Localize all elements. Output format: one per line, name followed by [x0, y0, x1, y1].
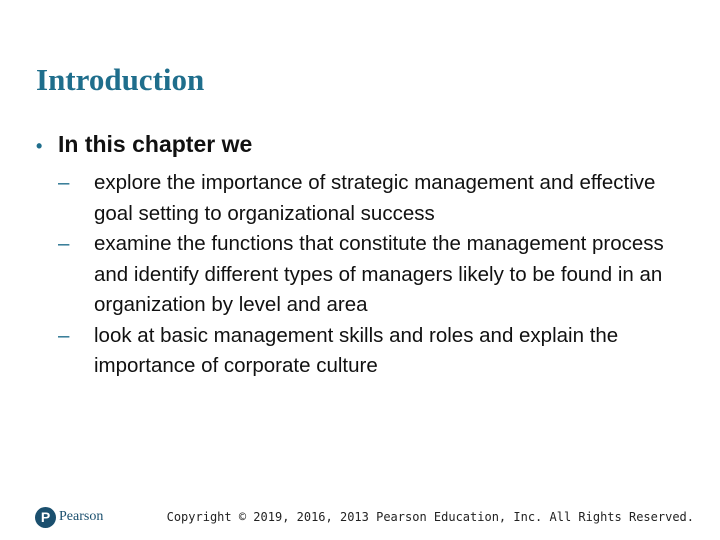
sub-bullet-text: examine the functions that constitute the management process and identify different types of managers likely to be found in an organization by level and area — [94, 232, 664, 316]
bullet-block — [36, 128, 696, 382]
dash-icon: – — [58, 323, 70, 347]
sub-bullet-list — [58, 168, 696, 382]
pearson-logo-icon: P — [35, 507, 56, 528]
sub-bullet-item — [58, 321, 696, 382]
sub-bullet-item — [58, 168, 696, 229]
bullet-item — [36, 128, 696, 162]
dash-icon: – — [58, 171, 70, 194]
slide-title: Introduction — [36, 62, 205, 97]
pearson-logo — [35, 506, 103, 528]
bullet-dot-icon: • — [36, 136, 43, 156]
bullet-text: In this chapter we — [58, 131, 253, 157]
sub-bullet-item — [58, 229, 696, 321]
dash-icon: – — [58, 232, 70, 255]
pearson-logo-wordmark: Pearson — [59, 509, 104, 524]
sub-bullet-text: explore the importance of strategic management and effective goal setting to organizational success — [94, 171, 656, 225]
sub-bullet-text: look at basic management skills and roles and explain the importance of corporate culture — [94, 323, 619, 377]
copyright-notice: Copyright © 2019, 2016, 2013 Pearson Education, Inc. All Rights Reserved. — [166, 510, 694, 524]
